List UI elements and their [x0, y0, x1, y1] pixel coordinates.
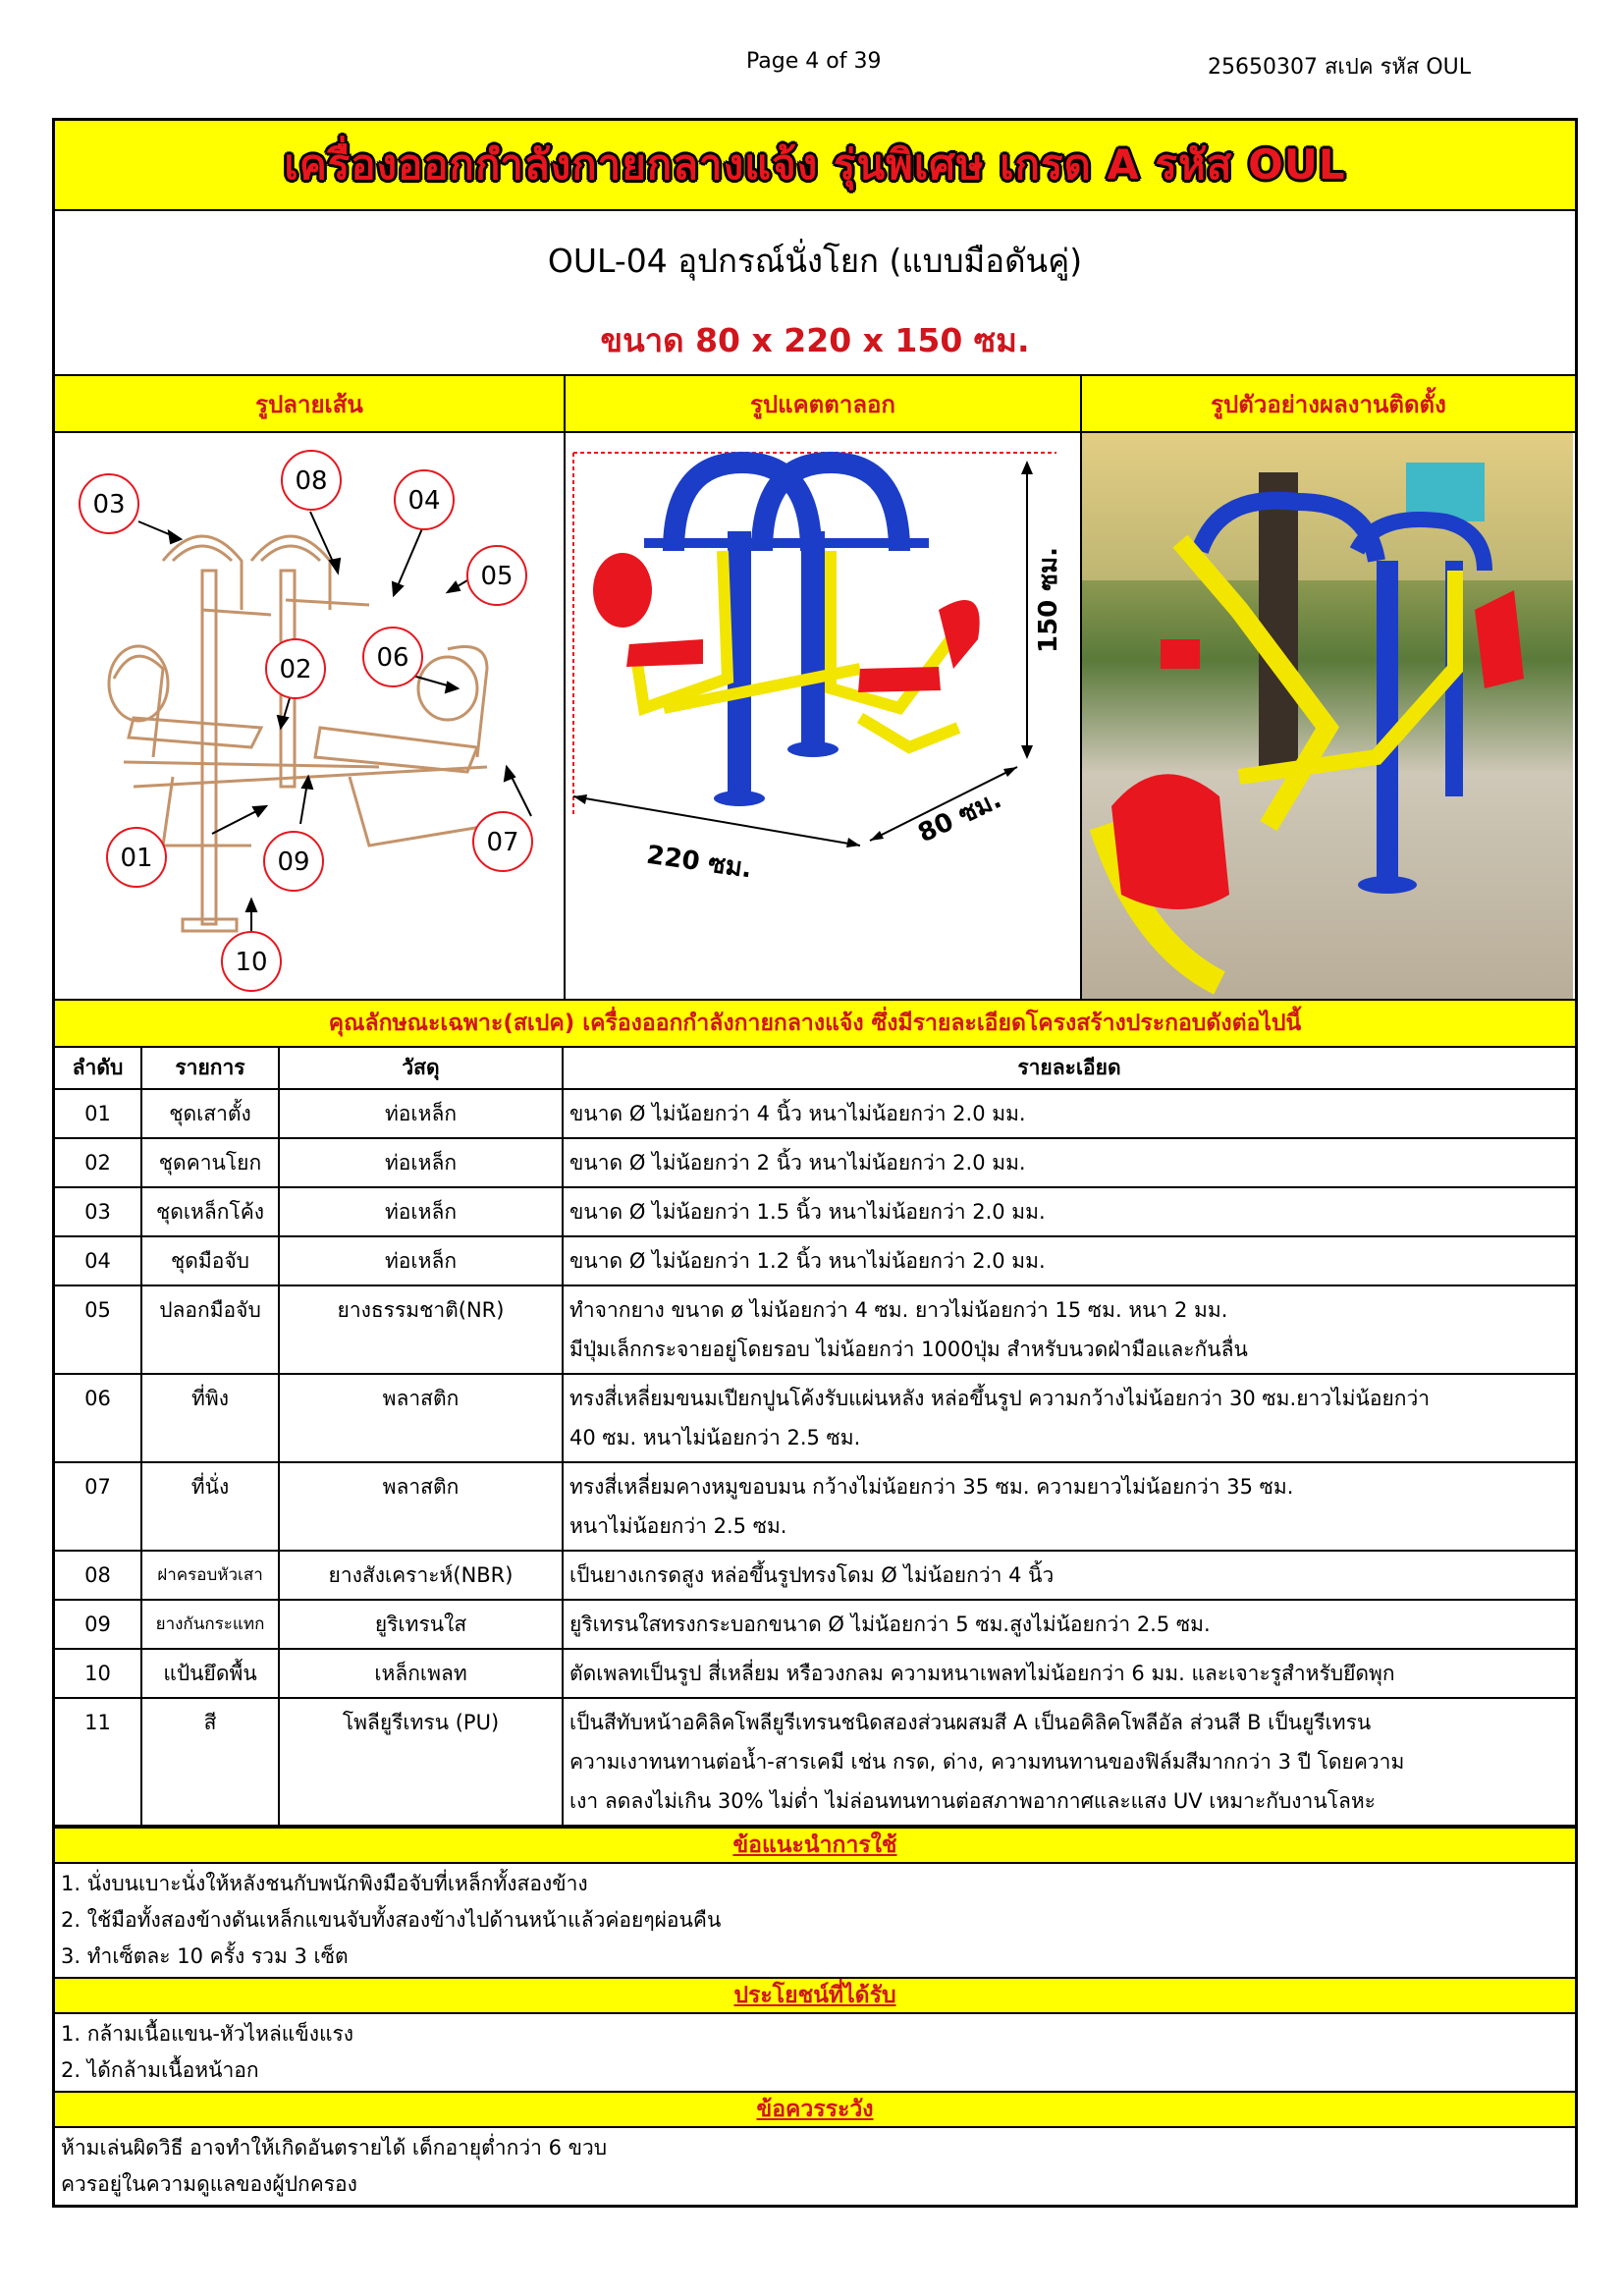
photo-svg	[1082, 433, 1573, 999]
row-material: เหล็กเพลท	[279, 1649, 563, 1698]
table-row	[55, 1089, 1575, 1138]
header-line-drawing: รูปลายเส้น	[55, 376, 566, 431]
row-no: 07	[55, 1462, 141, 1551]
image-headers	[55, 376, 1575, 433]
row-material: โพลียูรีเทรน (PU)	[279, 1698, 563, 1826]
usage-body	[55, 1864, 1575, 1977]
label-03: 03	[92, 490, 126, 519]
row-detail: ขนาด Ø ไม่น้อยกว่า 4 นิ้ว หนาไม่น้อยกว่า 2.0 มม.	[563, 1089, 1575, 1138]
col-detail: รายละเอียด	[563, 1048, 1575, 1089]
row-material: พลาสติก	[279, 1374, 563, 1462]
cautions-body	[55, 2128, 1575, 2205]
row-detail: ขนาด Ø ไม่น้อยกว่า 2 นิ้ว หนาไม่น้อยกว่า 2.0 มม.	[563, 1138, 1575, 1187]
line-drawing-svg	[55, 433, 566, 999]
product-size: ขนาด 80 x 220 x 150 ซม.	[600, 321, 1030, 359]
document-code: 25650307 สเปค รหัส OUL	[1208, 55, 1472, 80]
dim-height: 150 ซม.	[1034, 547, 1063, 653]
table-row	[55, 1698, 1575, 1826]
row-material: ท่อเหล็ก	[279, 1187, 563, 1236]
row-detail: ยูริเทรนใสทรงกระบอกขนาด Ø ไม่น้อยกว่า 5 ซม.สูงไม่น้อยกว่า 2.5 ซม.	[563, 1600, 1575, 1649]
catalog-image	[566, 433, 1082, 999]
table-row	[55, 1462, 1575, 1551]
usage-line: 3. ทำเซ็ตละ 10 ครั้ง รวม 3 เซ็ต	[61, 1944, 349, 1968]
catalog-svg	[566, 433, 1082, 999]
table-row	[55, 1187, 1575, 1236]
spec-table	[55, 1048, 1575, 1827]
row-no: 04	[55, 1236, 141, 1285]
table-row	[55, 1600, 1575, 1649]
row-detail: เป็นยางเกรดสูง หล่อขึ้นรูปทรงโดม Ø ไม่น้อยกว่า 4 นิ้ว	[563, 1551, 1575, 1600]
row-item: แป้นยึดพื้น	[141, 1649, 279, 1698]
row-item: ชุดคานโยก	[141, 1138, 279, 1187]
row-item: ยางกันกระแทก	[141, 1600, 279, 1649]
label-08: 08	[295, 466, 328, 496]
row-detail: เป็นสีทับหน้าอคิลิคโพลียูรีเทรนชนิดสองส่วนผสมสี A เป็นอคิลิคโพลีอัล ส่วนสี B เป็นยูรีเทรน ความเงาทนทานต่อน้ำ-สารเคมี เช่น กรด, ด่าง, ความทนทานของฟิล์มสีมากกว่า 3 ปี โดยความ เงา ลดลงไม่เกิน 30% ไม่ด่ำ ไม่ล่อนทนทานต่อสภาพอากาศและแสง UV เหมาะกับงานโลหะ	[563, 1698, 1575, 1826]
label-01: 01	[120, 844, 153, 873]
usage-line: 2. ใช้มือทั้งสองข้างดันเหล็กแขนจับทั้งสองข้างไปด้านหน้าแล้วค่อยๆผ่อนคืน	[61, 1908, 722, 1932]
label-09: 09	[277, 847, 310, 877]
row-item: ฝาครอบหัวเสา	[141, 1551, 279, 1600]
row-no: 06	[55, 1374, 141, 1462]
row-material: ยางธรรมชาติ(NR)	[279, 1285, 563, 1374]
spec-sheet	[52, 118, 1578, 2208]
row-detail: ตัดเพลทเป็นรูป สี่เหลี่ยม หรือวงกลม ความหนาเพลทไม่น้อยกว่า 6 มม. และเจาะรูสำหรับยึดพุก	[563, 1649, 1575, 1698]
row-detail: ทรงสี่เหลี่ยมขนมเปียกปูนโค้งรับแผ่นหลัง หล่อขึ้นรูป ความกว้างไม่น้อยกว่า 30 ซม.ยาวไม่น้อยกว่า 40 ซม. หนาไม่น้อยกว่า 2.5 ซม.	[563, 1374, 1575, 1462]
row-no: 08	[55, 1551, 141, 1600]
title-banner	[55, 121, 1575, 211]
row-no: 09	[55, 1600, 141, 1649]
caution-line: ควรอยู่ในความดูแลของผู้ปกครอง	[61, 2172, 357, 2196]
row-detail: ขนาด Ø ไม่น้อยกว่า 1.5 นิ้ว หนาไม่น้อยกว่า 2.0 มม.	[563, 1187, 1575, 1236]
usage-line: 1. นั่งบนเบาะนั่งให้หลังชนกับพนักพิงมือจับที่เหล็กทั้งสองข้าง	[61, 1872, 588, 1895]
product-box	[55, 211, 1575, 376]
row-item: ชุดเสาตั้ง	[141, 1089, 279, 1138]
row-detail: ขนาด Ø ไม่น้อยกว่า 1.2 นิ้ว หนาไม่น้อยกว่า 2.0 มม.	[563, 1236, 1575, 1285]
table-row	[55, 1236, 1575, 1285]
row-detail: ทำจากยาง ขนาด ø ไม่น้อยกว่า 4 ซม. ยาวไม่น้อยกว่า 15 ซม. หนา 2 มม. มีปุ่มเล็กกระจายอยู่โดยรอบ ไม่น้อยกว่า 1000ปุ่ม สำหรับนวดฝ่ามือและกันลื่น	[563, 1285, 1575, 1374]
dim-depth: 80 ซม.	[913, 785, 1006, 849]
usage-title: ข้อแนะนำการใช้	[55, 1827, 1575, 1864]
row-item: สี	[141, 1698, 279, 1826]
table-row	[55, 1374, 1575, 1462]
benefit-line: 1. กล้ามเนื้อแขน-หัวไหล่แข็งแรง	[61, 2022, 354, 2046]
row-item: ที่พิง	[141, 1374, 279, 1462]
row-material: ท่อเหล็ก	[279, 1089, 563, 1138]
benefits-title: ประโยชน์ที่ได้รับ	[55, 1977, 1575, 2014]
label-07: 07	[486, 828, 519, 857]
spec-header-row	[55, 1048, 1575, 1089]
col-no: ลำดับ	[55, 1048, 141, 1089]
row-no: 03	[55, 1187, 141, 1236]
label-04: 04	[407, 486, 441, 516]
table-row	[55, 1649, 1575, 1698]
label-10: 10	[235, 948, 268, 977]
row-material: ยูริเทรนใส	[279, 1600, 563, 1649]
row-no: 01	[55, 1089, 141, 1138]
row-material: ท่อเหล็ก	[279, 1236, 563, 1285]
product-name: OUL-04 อุปกรณ์นั่งโยก (แบบมือดันคู่)	[547, 242, 1083, 280]
col-material: วัสดุ	[279, 1048, 563, 1089]
page-header	[0, 45, 1624, 81]
installation-photo	[1082, 433, 1575, 999]
table-row	[55, 1551, 1575, 1600]
row-no: 05	[55, 1285, 141, 1374]
table-row	[55, 1285, 1575, 1374]
row-material: พลาสติก	[279, 1462, 563, 1551]
row-item: ชุดเหล็กโค้ง	[141, 1187, 279, 1236]
label-06: 06	[376, 643, 409, 673]
row-item: ปลอกมือจับ	[141, 1285, 279, 1374]
benefits-body	[55, 2014, 1575, 2091]
col-item: รายการ	[141, 1048, 279, 1089]
row-no: 02	[55, 1138, 141, 1187]
line-drawing	[55, 433, 566, 999]
row-no: 10	[55, 1649, 141, 1698]
row-item: ที่นั่ง	[141, 1462, 279, 1551]
cautions-title: ข้อควรระวัง	[55, 2091, 1575, 2128]
page-number: Page 4 of 39	[746, 49, 882, 74]
header-catalog: รูปแคตตาลอก	[566, 376, 1082, 431]
document-title: เครื่องออกกำลังกายกลางแจ้ง รุ่นพิเศษ เกรด A รหัส OUL	[284, 140, 1346, 189]
caution-line: ห้ามเล่นผิดวิธี อาจทำให้เกิดอันตรายได้ เด็กอายุต่ำกว่า 6 ขวบ	[61, 2136, 608, 2159]
table-row	[55, 1138, 1575, 1187]
row-item: ชุดมือจับ	[141, 1236, 279, 1285]
row-material: ยางสังเคราะห์(NBR)	[279, 1551, 563, 1600]
row-material: ท่อเหล็ก	[279, 1138, 563, 1187]
dim-width: 220 ซม.	[644, 840, 754, 885]
header-installation: รูปตัวอย่างผลงานติดตั้ง	[1211, 390, 1446, 418]
spec-title: คุณลักษณะเฉพาะ(สเปค) เครื่องออกกำลังกายกลางแจ้ง ซึ่งมีรายละเอียดโครงสร้างประกอบดังต่อไปนี้	[55, 1001, 1575, 1048]
label-05: 05	[480, 562, 514, 591]
row-detail: ทรงสี่เหลี่ยมคางหมูขอบมน กว้างไม่น้อยกว่า 35 ซม. ความยาวไม่น้อยกว่า 35 ซม. หนาไม่น้อยกว่า 2.5 ซม.	[563, 1462, 1575, 1551]
label-02: 02	[279, 655, 312, 684]
benefit-line: 2. ได้กล้ามเนื้อหน้าอก	[61, 2058, 259, 2082]
row-no: 11	[55, 1698, 141, 1826]
image-row	[55, 433, 1575, 1001]
